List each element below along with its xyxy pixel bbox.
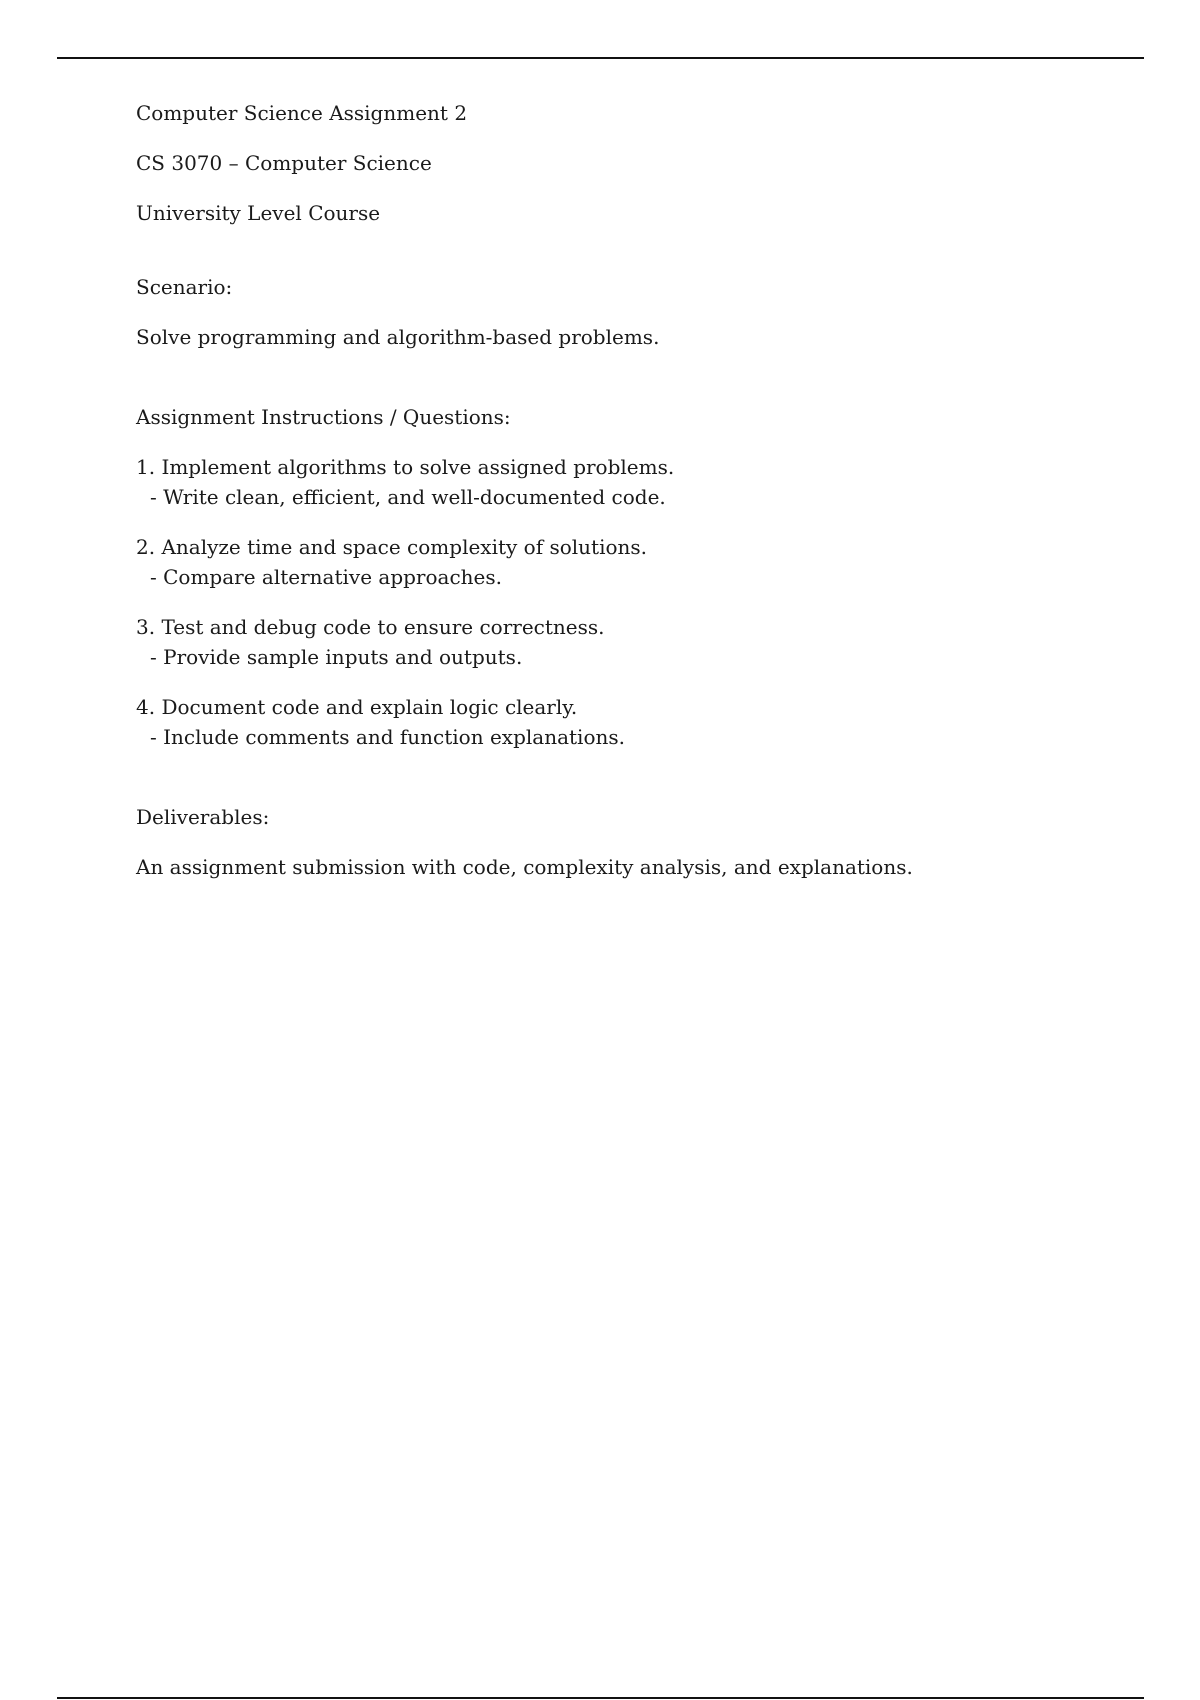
scenario-heading: Scenario: [136,275,233,299]
question-item [136,692,1116,752]
question-subpoint: - Compare alternative approaches. [150,565,502,589]
question-item [136,452,1116,512]
question-subpoint: - Provide sample inputs and outputs. [150,645,523,669]
deliverables-heading: Deliverables: [136,805,270,829]
question-text: 3. Test and debug code to ensure correctness. [136,615,605,639]
instructions-heading: Assignment Instructions / Questions: [136,405,511,429]
scenario-text: Solve programming and algorithm-based problems. [136,325,660,349]
deliverables-text: An assignment submission with code, complexity analysis, and explanations. [136,855,913,879]
document-body [136,98,1116,882]
course-level: University Level Course [136,201,381,225]
question-text: 2. Analyze time and space complexity of solutions. [136,535,648,559]
question-text: 4. Document code and explain logic clearly. [136,695,578,719]
top-rule [57,57,1144,59]
question-subpoint: - Include comments and function explanations. [150,725,625,749]
bottom-rule [57,1697,1144,1699]
question-text: 1. Implement algorithms to solve assigned problems. [136,455,675,479]
assignment-title: Computer Science Assignment 2 [136,101,468,125]
question-subpoint: - Write clean, efficient, and well-documented code. [150,485,666,509]
course-code: CS 3070 – Computer Science [136,151,432,175]
question-item [136,612,1116,672]
question-item [136,532,1116,592]
